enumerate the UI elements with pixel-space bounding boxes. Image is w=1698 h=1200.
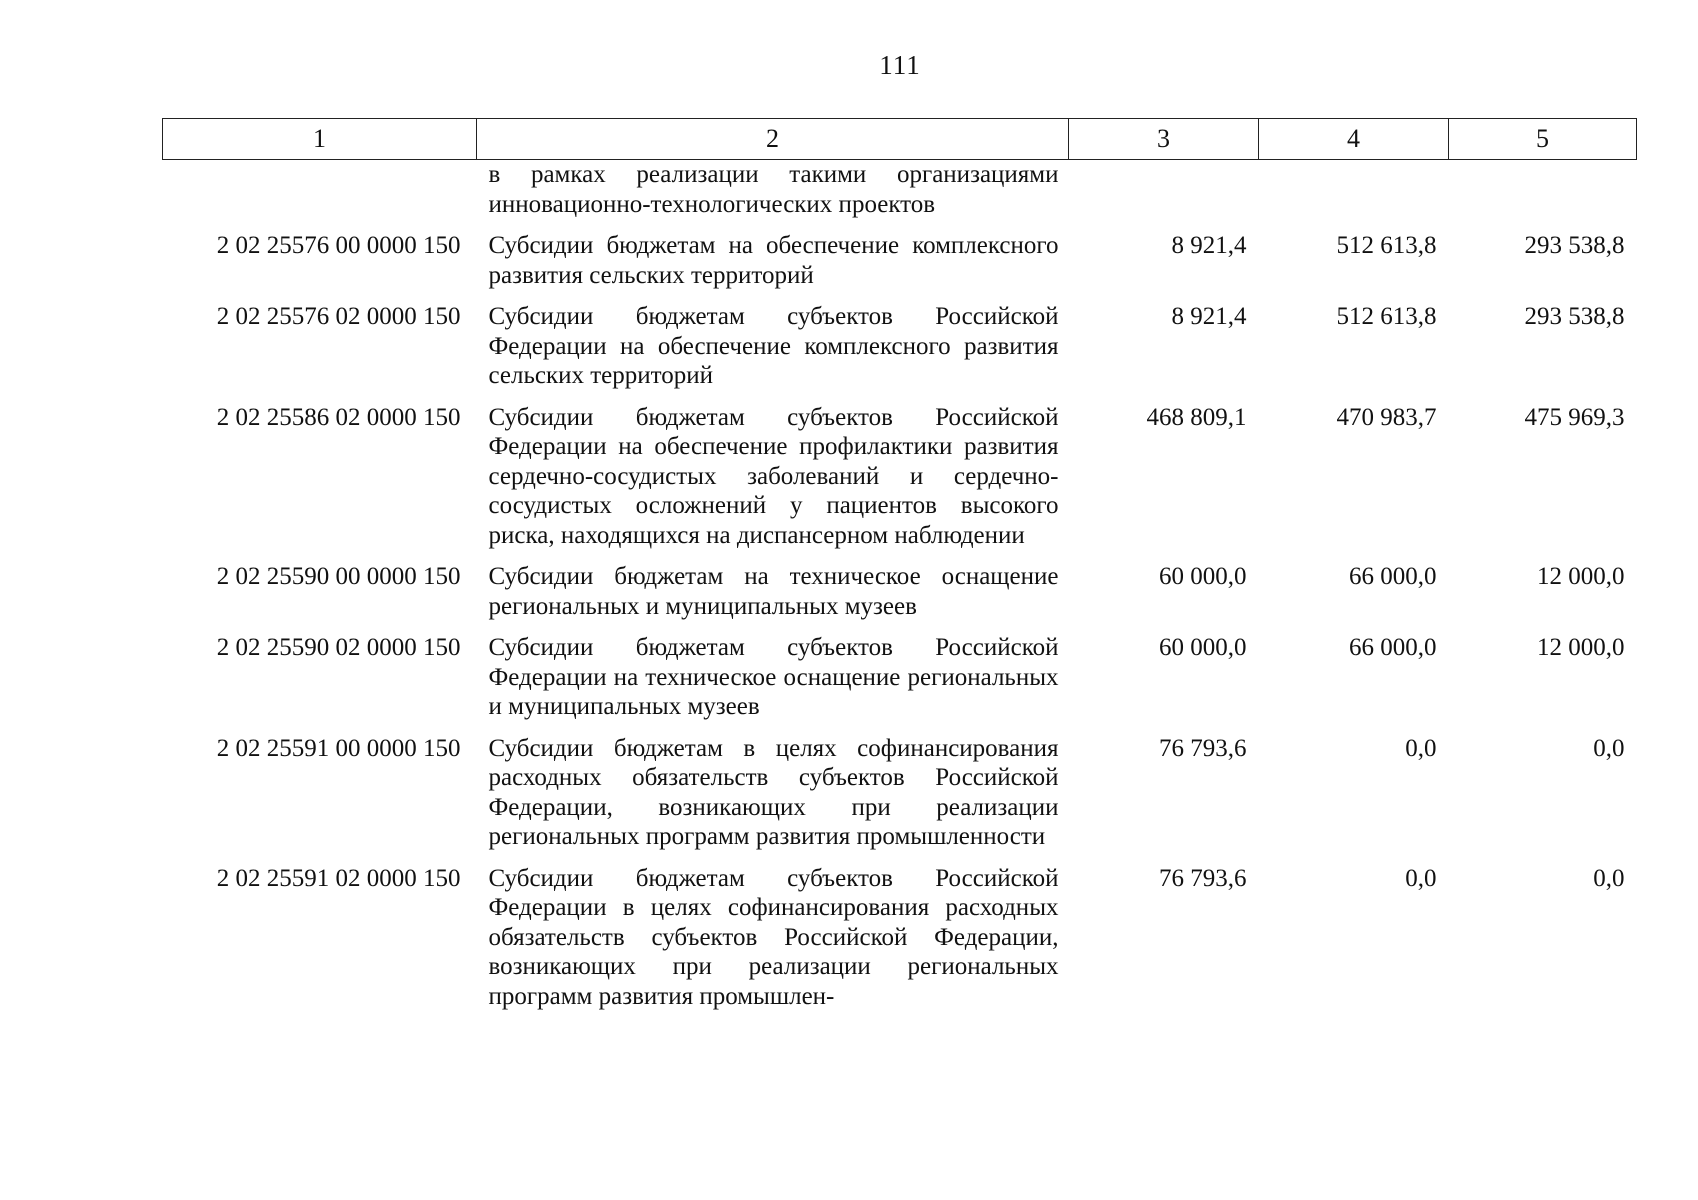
row-value-col5: 475 969,3 (1524, 403, 1625, 431)
table-row (163, 290, 1637, 391)
row-value-col3: 76 793,6 (1159, 864, 1247, 892)
row-code: 2 02 25590 00 0000 150 (216, 563, 461, 590)
row-value-col4: 512 613,8 (1336, 232, 1437, 259)
row-value-col5: 12 000,0 (1537, 563, 1625, 590)
row-code: 2 02 25576 00 0000 150 (216, 232, 461, 259)
row-name: Субсидии бюджетам в целях софинансирования расходных обязательств субъектов Российской Федерации, возникающих при реализации региональных программ развития промышленности (488, 734, 1059, 850)
row-value-col4: 470 983,7 (1336, 403, 1437, 431)
row-code: 2 02 25591 02 0000 150 (216, 864, 461, 892)
column-header-1: 1 (163, 119, 477, 160)
row-value-col5: 12 000,0 (1537, 634, 1625, 661)
row-name: Субсидии бюджетам на обеспечение комплексного развития сельских территорий (488, 232, 1059, 289)
row-name: Субсидии бюджетам субъектов Российской Федерации в целях софинансирования расходных обязательств субъектов Российской Федерации, возникающих при реализации региональных программ развития промышлен- (488, 864, 1059, 1010)
row-value-col3 (1069, 160, 1259, 220)
page-number: 111 (879, 50, 921, 80)
row-code: 2 02 25590 02 0000 150 (216, 634, 461, 661)
row-value-col3: 60 000,0 (1159, 634, 1247, 661)
table-row (163, 391, 1637, 551)
row-value-col3: 8 921,4 (1171, 303, 1247, 330)
row-value-col3: 60 000,0 (1159, 563, 1247, 590)
row-value-col5: 293 538,8 (1524, 232, 1625, 259)
table-header-row (163, 119, 1637, 160)
row-value-col5 (1449, 160, 1637, 220)
table-header (163, 119, 1637, 160)
row-name: Субсидии бюджетам на техническое оснащение региональных и муниципальных музеев (488, 563, 1059, 620)
table-row (163, 621, 1637, 722)
row-name: Субсидии бюджетам субъектов Российской Федерации на обеспечение профилактики развития сердечно-сосудистых заболеваний и сердечно-сосудистых осложнений у пациентов высокого риска, находящихся на диспансерном наблюдении (488, 403, 1059, 549)
column-header-4: 4 (1259, 119, 1449, 160)
row-value-col5: 293 538,8 (1524, 303, 1625, 330)
table-row (163, 160, 1637, 220)
row-value-col3: 468 809,1 (1146, 403, 1247, 431)
table-row (163, 219, 1637, 290)
table-row (163, 722, 1637, 852)
column-header-5: 5 (1449, 119, 1637, 160)
budget-table (162, 118, 1637, 1011)
table-row (163, 852, 1637, 1012)
column-header-3: 3 (1069, 119, 1259, 160)
row-value-col4 (1259, 160, 1449, 220)
row-code: 2 02 25591 00 0000 150 (216, 734, 461, 762)
row-name: Субсидии бюджетам субъектов Российской Федерации на техническое оснащение региональных и муниципальных музеев (488, 634, 1059, 720)
row-value-col5: 0,0 (1593, 864, 1625, 892)
table-body (163, 160, 1637, 1012)
row-value-col4: 66 000,0 (1349, 634, 1437, 661)
column-header-2: 2 (477, 119, 1069, 160)
row-code: 2 02 25586 02 0000 150 (216, 403, 461, 431)
row-value-col4: 0,0 (1405, 734, 1437, 762)
row-value-col5: 0,0 (1593, 734, 1625, 762)
row-value-col4: 66 000,0 (1349, 563, 1437, 590)
row-value-col4: 0,0 (1405, 864, 1437, 892)
row-value-col3: 76 793,6 (1159, 734, 1247, 762)
row-value-col4: 512 613,8 (1336, 303, 1437, 330)
row-name: в рамках реализации такими организациями инновационно-технологических проектов (488, 161, 1059, 218)
table-row (163, 550, 1637, 621)
row-code: 2 02 25576 02 0000 150 (216, 303, 461, 330)
row-value-col3: 8 921,4 (1171, 232, 1247, 259)
row-code (163, 160, 477, 220)
row-name: Субсидии бюджетам субъектов Российской Федерации на обеспечение комплексного развития сельских территорий (488, 303, 1059, 389)
